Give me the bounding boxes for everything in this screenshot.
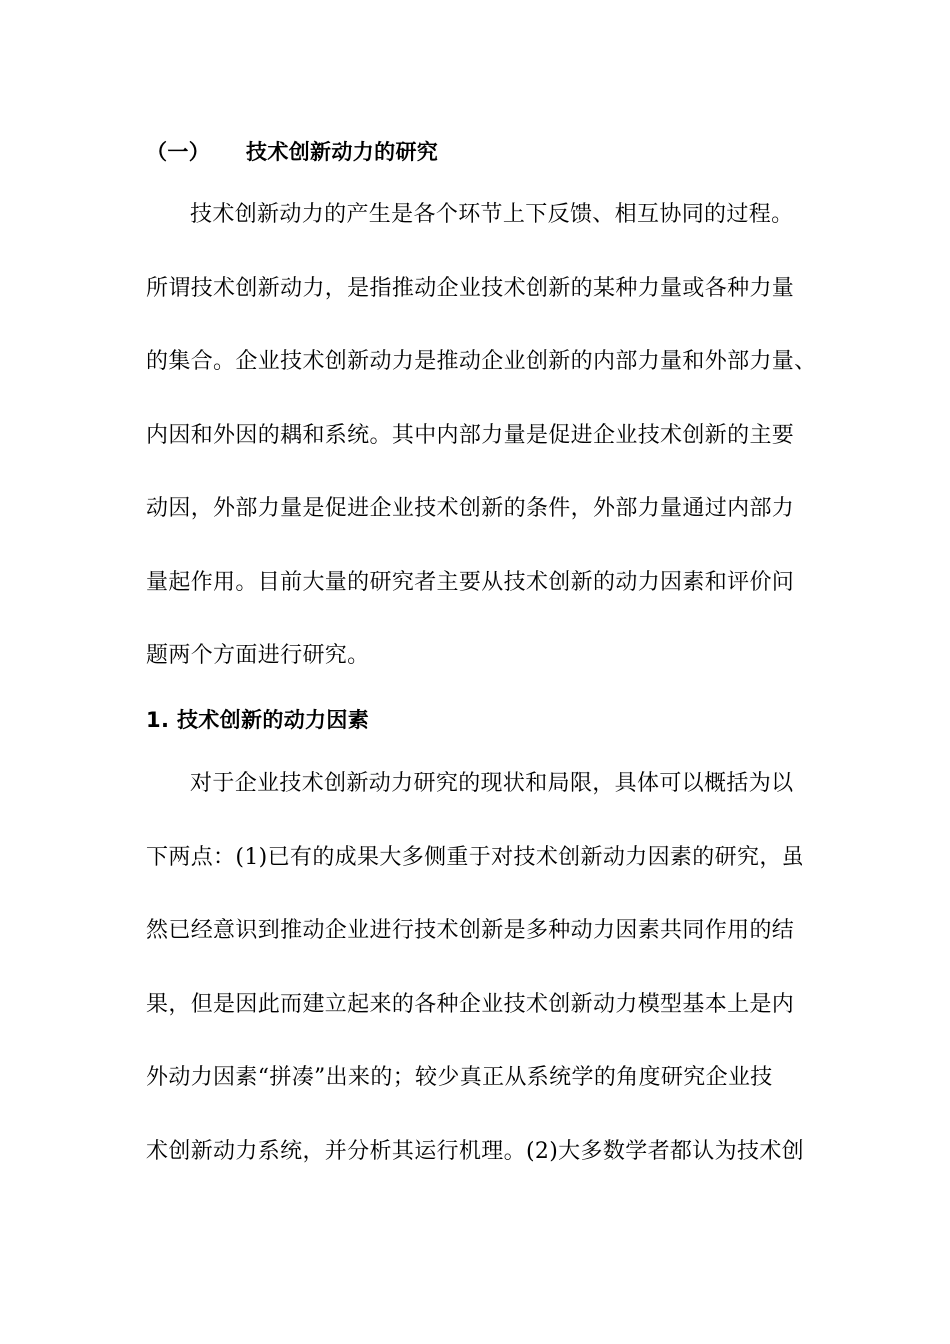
paragraph-line: 下两点：(1)已有的成果大多侧重于对技术创新动力因素的研究，虽	[146, 845, 805, 870]
paragraph-line: 果，但是因此而建立起来的各种企业技术创新动力模型基本上是内	[146, 992, 795, 1017]
paragraph-line: 技术创新动力的产生是各个环节上下反馈、相互协同的过程。	[190, 202, 794, 227]
paragraph-line: 所谓技术创新动力，是指推动企业技术创新的某种力量或各种力量	[146, 276, 795, 301]
subsection-heading: 1. 技术创新的动力因素	[146, 708, 370, 732]
paragraph-line: 术创新动力系统，并分析其运行机理。(2)大多数学者都认为技术创	[146, 1139, 805, 1164]
paragraph-line: 量起作用。目前大量的研究者主要从技术创新的动力因素和评价问	[146, 570, 795, 595]
paragraph-line: 对于企业技术创新动力研究的现状和局限，具体可以概括为以	[190, 771, 794, 796]
paragraph-line: 外动力因素“拼凑”出来的；较少真正从系统学的角度研究企业技	[146, 1065, 773, 1090]
paragraph-line: 内因和外因的耦和系统。其中内部力量是促进企业技术创新的主要	[146, 423, 795, 448]
section-title: 技术创新动力的研究	[246, 140, 439, 164]
section-number: （一）	[146, 140, 211, 164]
paragraph-line: 的集合。企业技术创新动力是推动企业创新的内部力量和外部力量、	[146, 349, 817, 374]
paragraph-line: 动因，外部力量是促进企业技术创新的条件，外部力量通过内部力	[146, 496, 795, 521]
paragraph-line: 题两个方面进行研究。	[146, 643, 370, 668]
paragraph-line: 然已经意识到推动企业进行技术创新是多种动力因素共同作用的结	[146, 918, 795, 943]
